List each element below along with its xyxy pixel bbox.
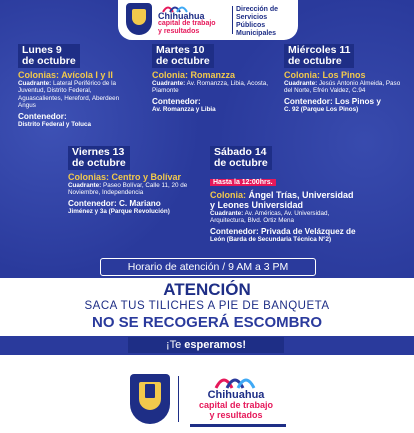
closing-text-b: esperamos! <box>184 339 247 351</box>
contenedor-value: Av. Romanzza y Libia <box>152 105 216 113</box>
schedule-card-saturday <box>210 146 360 243</box>
cuadrante-value: Lateral Periférico de la Juventud, Distrito Federal, Aguascalientes, Hereford, Aberdeen Angus <box>18 80 120 110</box>
department-line1: Dirección de <box>236 6 279 13</box>
cuadrante-line <box>152 80 272 95</box>
cuadrante-line <box>68 182 198 197</box>
colonia-label: Colonias: <box>68 172 110 182</box>
colonia-value: Avícola I y II <box>61 70 113 80</box>
colonia-line <box>284 70 408 80</box>
day-label: Lunes 9 <box>22 44 62 56</box>
instruction-text: SACA TUS TILICHES A PIE DE BANQUETA <box>84 300 330 312</box>
footer-logo <box>130 370 290 428</box>
colonia-label: Colonia: <box>210 190 246 200</box>
cuadrante-line <box>284 80 408 95</box>
department-name <box>236 6 298 38</box>
colonia-line <box>68 172 198 182</box>
colonia-value: Ángel Trías, Universidad y Leones Universidad <box>210 190 354 210</box>
cuadrante-label: Cuadrante: <box>284 80 318 87</box>
cuadrante-label: Cuadrante: <box>18 80 52 87</box>
day-label: Martes 10 <box>156 44 205 56</box>
contenedor-line <box>284 97 408 106</box>
header-logo-line2: capital de trabajo <box>158 20 216 27</box>
coat-of-arms-icon <box>130 374 170 424</box>
footer-line2: capital de trabajo <box>198 400 274 410</box>
cuadrante-label: Cuadrante: <box>210 210 244 217</box>
footer-divider <box>178 376 179 422</box>
service-hours: Horario de atención / 9 AM a 3 PM <box>100 258 316 276</box>
cuadrante-value: Jesús Antonio Almeida, Paso del Norte, Efrén Valdez, C.94 <box>284 80 401 95</box>
footer-logo-text <box>184 390 288 420</box>
closing-banner <box>128 337 284 353</box>
coat-of-arms-detail-icon <box>145 384 155 398</box>
footer-underline <box>190 424 286 427</box>
footer-line3: y resultados <box>209 410 263 420</box>
schedule-card-tuesday <box>152 44 272 113</box>
colonia-line <box>210 190 360 210</box>
colonia-line <box>152 70 272 80</box>
schedule-card-wednesday <box>284 44 408 113</box>
attention-heading: ATENCIÓN <box>163 280 251 299</box>
colonia-label: Colonia: <box>284 70 320 80</box>
cuadrante-label: Cuadrante: <box>68 182 102 189</box>
day-label: Miércoles 11 <box>288 44 351 56</box>
month-label: de octubre <box>156 55 210 67</box>
colonia-label: Colonias: <box>18 70 60 80</box>
cuadrante-value: Paseo Bolívar, Calle 11, 20 de Noviembre, Independencia <box>68 182 188 197</box>
no-debris-warning: NO SE RECOGERÁ ESCOMBRO <box>91 314 323 331</box>
coat-of-arms-icon <box>126 3 152 35</box>
contenedor-inline: Privada de Velázquez de <box>260 226 356 236</box>
day-banner <box>68 146 130 170</box>
cuadrante-value: Av. Américas, Av. Universidad, Arquitectura, Blvd. Ortiz Mena <box>210 210 330 225</box>
contenedor-line <box>210 227 360 236</box>
department-line3: Municipales <box>236 30 277 37</box>
colonia-value: Los Pinos <box>322 70 366 80</box>
contenedor-value: León (Barda de Secundaria Técnica N°2) <box>210 235 332 243</box>
department-line2: Servicios Públicos <box>236 14 268 29</box>
contenedor-value: C. 92 (Parque Los Pinos) <box>284 105 359 113</box>
contenedor-value: Distrito Federal y Toluca <box>18 120 92 128</box>
schedule-card-monday <box>18 44 136 128</box>
footer-line1: Chihuahua <box>207 389 265 401</box>
colonia-line <box>18 70 136 80</box>
header-logo-text <box>158 12 216 36</box>
colonia-label: Colonia: <box>152 70 188 80</box>
day-label: Viernes 13 <box>72 146 125 158</box>
day-label: Sábado 14 <box>214 146 267 158</box>
month-label: de octubre <box>214 157 268 169</box>
contenedor-label: Contenedor: <box>18 111 67 121</box>
contenedor-label: Contenedor: <box>284 96 333 106</box>
colonia-value: Centro y Bolívar <box>111 172 182 182</box>
month-label: de octubre <box>72 157 126 169</box>
cuadrante-label: Cuadrante: <box>152 80 186 87</box>
contenedor-value: Jiménez y 3a (Parque Revolución) <box>68 207 170 215</box>
city-logo-icon <box>214 372 258 390</box>
cuadrante-line <box>210 210 360 225</box>
header-divider <box>232 6 233 34</box>
header-logo-line3: y resultados <box>158 28 200 35</box>
cuadrante-line <box>18 80 136 110</box>
day-banner <box>284 44 354 68</box>
contenedor-line <box>68 199 198 208</box>
contenedor-inline: C. Mariano <box>118 198 161 208</box>
cuadrante-value: Av. Romanzza, Libia, Acosta, Piamonte <box>152 80 268 95</box>
time-limit-badge: Hasta la 12:00hrs. <box>210 179 276 186</box>
header-strip <box>0 0 414 40</box>
day-banner <box>18 44 80 68</box>
contenedor-inline: Los Pinos y <box>334 96 381 106</box>
schedule-card-friday <box>68 146 198 215</box>
month-label: de octubre <box>22 55 76 67</box>
header-logo <box>118 0 298 40</box>
contenedor-label: Contenedor: <box>68 198 117 208</box>
contenedor-label: Contenedor: <box>152 96 201 106</box>
closing-text-a: ¡Te <box>165 339 185 351</box>
contenedor-label: Contenedor: <box>210 226 259 236</box>
colonia-value: Romanzza <box>190 70 236 80</box>
header-logo-line1: Chihuahua <box>158 11 205 21</box>
day-banner <box>210 146 272 170</box>
month-label: de octubre <box>288 55 342 67</box>
day-banner <box>152 44 214 68</box>
